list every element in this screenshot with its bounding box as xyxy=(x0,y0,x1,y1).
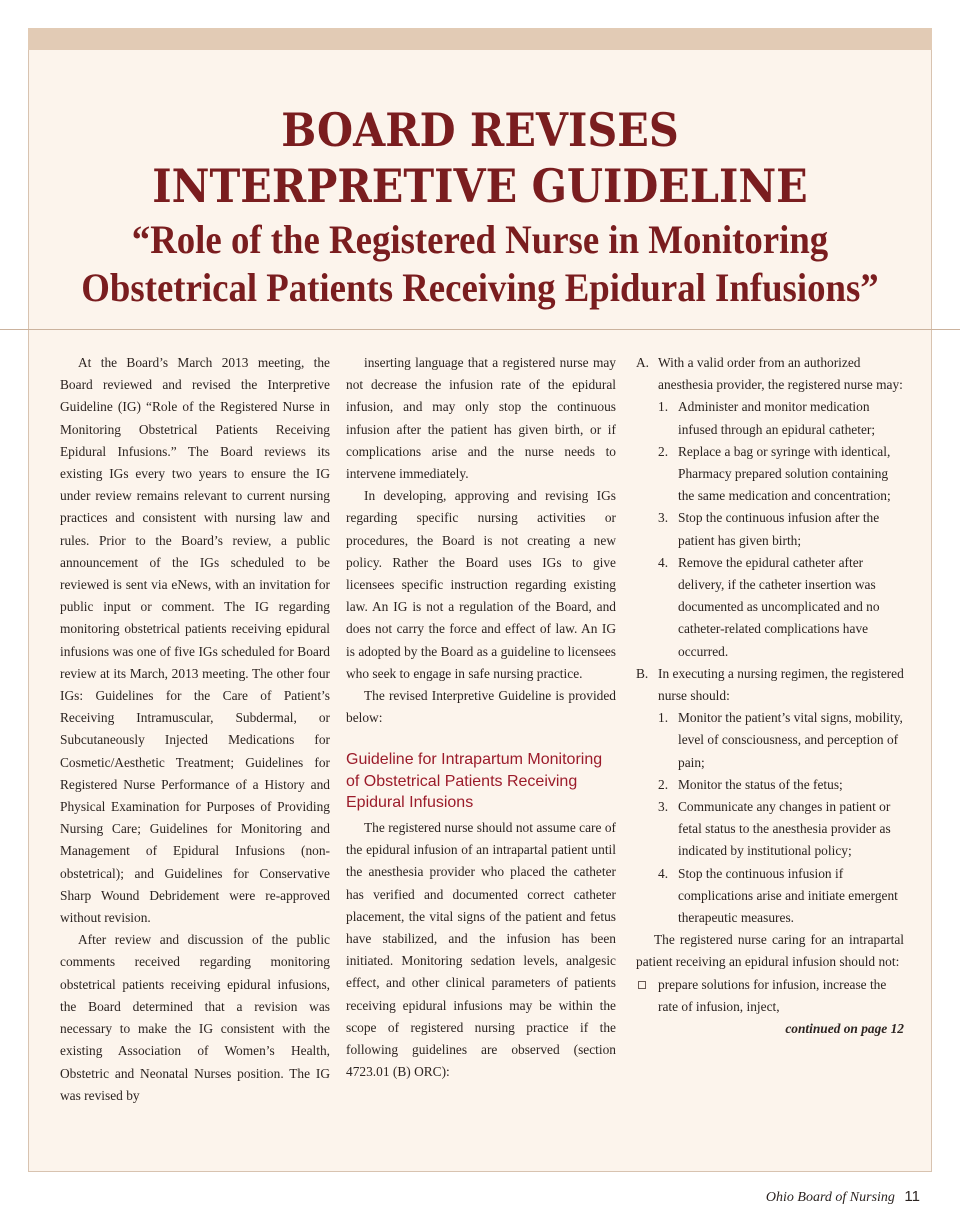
list-section-b xyxy=(636,663,904,707)
list-number: 2. xyxy=(658,443,669,459)
paragraph: In developing, approving and revising IGs regarding specific nursing activities or procedures, the Board is not creating a new policy. Rather the Board uses IGs to give licensees specific instruction regarding existing law. An IG is not a regulation of the Board, and does not carry the force and effect of law. An IG is adopted by the Board as a guideline to licensees who seek to engage in safe nursing practice. xyxy=(346,488,616,681)
publication-name: Ohio Board of Nursing xyxy=(765,1190,895,1205)
list-item xyxy=(636,441,904,508)
article-body xyxy=(60,352,902,1160)
continued-note: continued on page 12 xyxy=(785,1021,904,1037)
subheadline xyxy=(64,216,896,312)
subhead-line-1: “Role of the Registered Nurse in Monitoring xyxy=(131,217,829,262)
paragraph: The registered nurse caring for an intrapartal patient receiving an epidural infusion should not: xyxy=(636,932,904,970)
guideline-heading: Guideline for Intrapartum Monitoring of Obstetrical Patients Receiving Epidural Infusions xyxy=(346,751,603,812)
page-number: 11 xyxy=(904,1188,920,1205)
list-item-text: Monitor the status of the fetus; xyxy=(678,776,843,792)
list-number: 3. xyxy=(658,510,669,526)
paragraph: inserting language that a registered nurse may not decrease the infusion rate of the epidural infusion, and may only stop the continuous infusion after the patient has given birth, or if complications arise and the nurse needs to intervene immediately. xyxy=(346,355,616,482)
list-number: 3. xyxy=(658,799,669,815)
list-item xyxy=(636,863,904,930)
list-number: 1. xyxy=(658,399,669,415)
list-item-text: Stop the continuous infusion after the patient has given birth; xyxy=(678,510,880,548)
list-item-text: Stop the continuous infusion if complications arise and initiate emergent therapeutic measures. xyxy=(678,865,898,926)
list-number: 4. xyxy=(658,865,669,881)
list-item-text: Communicate any changes in patient or fetal status to the anesthesia provider as indicated by institutional policy; xyxy=(678,799,891,859)
top-band xyxy=(28,28,932,50)
article-header xyxy=(28,50,932,328)
list-item xyxy=(636,552,904,663)
list-item xyxy=(636,507,904,551)
list-text: In executing a nursing regimen, the registered nurse should: xyxy=(658,665,904,704)
list-item xyxy=(636,396,904,440)
list-number: 4. xyxy=(658,554,669,570)
list-number: 2. xyxy=(658,776,669,792)
list-marker: B. xyxy=(636,665,649,681)
headline-line-2: INTERPRETIVE GUIDELINE xyxy=(152,159,808,213)
bullet-text: prepare solutions for infusion, increase the rate of infusion, inject, xyxy=(658,976,887,1014)
headline-line-1: BOARD REVISES xyxy=(281,103,679,157)
column-3 xyxy=(636,352,904,1040)
page-footer xyxy=(766,1188,920,1206)
bullet-item xyxy=(636,974,904,1018)
paragraph: At the Board’s March 2013 meeting, the Board reviewed and revised the Interpretive Guideline (IG) “Role of the Registered Nurse in Monitoring Obstetrical Patients Receiving Epidural Infusions.” The Board reviews its existing IGs every two years to ensure the IG under review remains relevant to current nursing practices and consistent with nursing law and rules. Prior to the Board’s review, a public announcement of the IGs scheduled to be reviewed is sent via eNews, with an invitation for public input or comment. The IG regarding monitoring obstetrical patients receiving epidural infusions was one of five IGs scheduled for Board review at its March, 2013 meeting. The other four IGs: Guidelines for the Care of Patient’s Receiving Intramuscular, Subdermal, or Subcutaneously Injected Medications for Cosmetic/Aesthetic Treatment; Guidelines for Registered Nurse Performance of a History and Physical Examination for Purposes of Providing Nursing Care; Guidelines for Monitoring and Management of Epidural Infusions (non-obstetrical); and Guidelines for Conservative Sharp Wound Debridement were re-approved without revision. xyxy=(60,355,330,926)
paragraph: The registered nurse should not assume care of the epidural infusion of an intrapartal patient until the anesthesia provider who placed the catheter has verified and documented correct catheter placement, the vital signs of the patient and fetus have stabilized, and the infusion has been initiated. Monitoring sedation levels, analgesic effect, and other clinical parameters of patients receiving epidural infusions may be within the scope of registered nursing practice if the following guidelines are observed (section 4723.01 (B) ORC): xyxy=(346,819,616,1080)
column-1 xyxy=(60,352,330,1107)
list-text: With a valid order from an authorized anesthesia provider, the registered nurse may: xyxy=(658,355,903,393)
headline xyxy=(73,50,887,214)
list-item xyxy=(636,796,904,863)
subhead-line-2: Obstetrical Patients Receiving Epidural Infusions” xyxy=(81,265,879,310)
list-marker: A. xyxy=(636,355,650,370)
list-item xyxy=(636,774,904,796)
list-item-text: Monitor the patient’s vital signs, mobility, level of consciousness, and perception of pain; xyxy=(678,710,903,770)
list-number: 1. xyxy=(658,710,669,726)
list-section-a xyxy=(636,352,904,396)
paragraph: The revised Interpretive Guideline is provided below: xyxy=(346,688,616,726)
list-item-text: Remove the epidural catheter after delivery, if the catheter insertion was documented as uncomplicated and no catheter-related complications have occurred. xyxy=(678,554,880,659)
square-bullet-icon xyxy=(638,981,646,989)
paragraph: After review and discussion of the public comments received regarding monitoring obstetrical patients receiving epidural infusions, the Board determined that a revision was necessary to make the IG consistent with the existing Association of Women’s Health, Obstetric and Neonatal Nurses position. The IG was revised by xyxy=(60,932,330,1103)
list-item-text: Replace a bag or syringe with identical, Pharmacy prepared solution containing the same medication and concentration; xyxy=(678,443,891,504)
list-item xyxy=(636,707,904,774)
list-item-text: Administer and monitor medication infused through an epidural catheter; xyxy=(678,399,876,437)
column-2 xyxy=(346,352,616,1083)
header-divider xyxy=(0,329,960,330)
